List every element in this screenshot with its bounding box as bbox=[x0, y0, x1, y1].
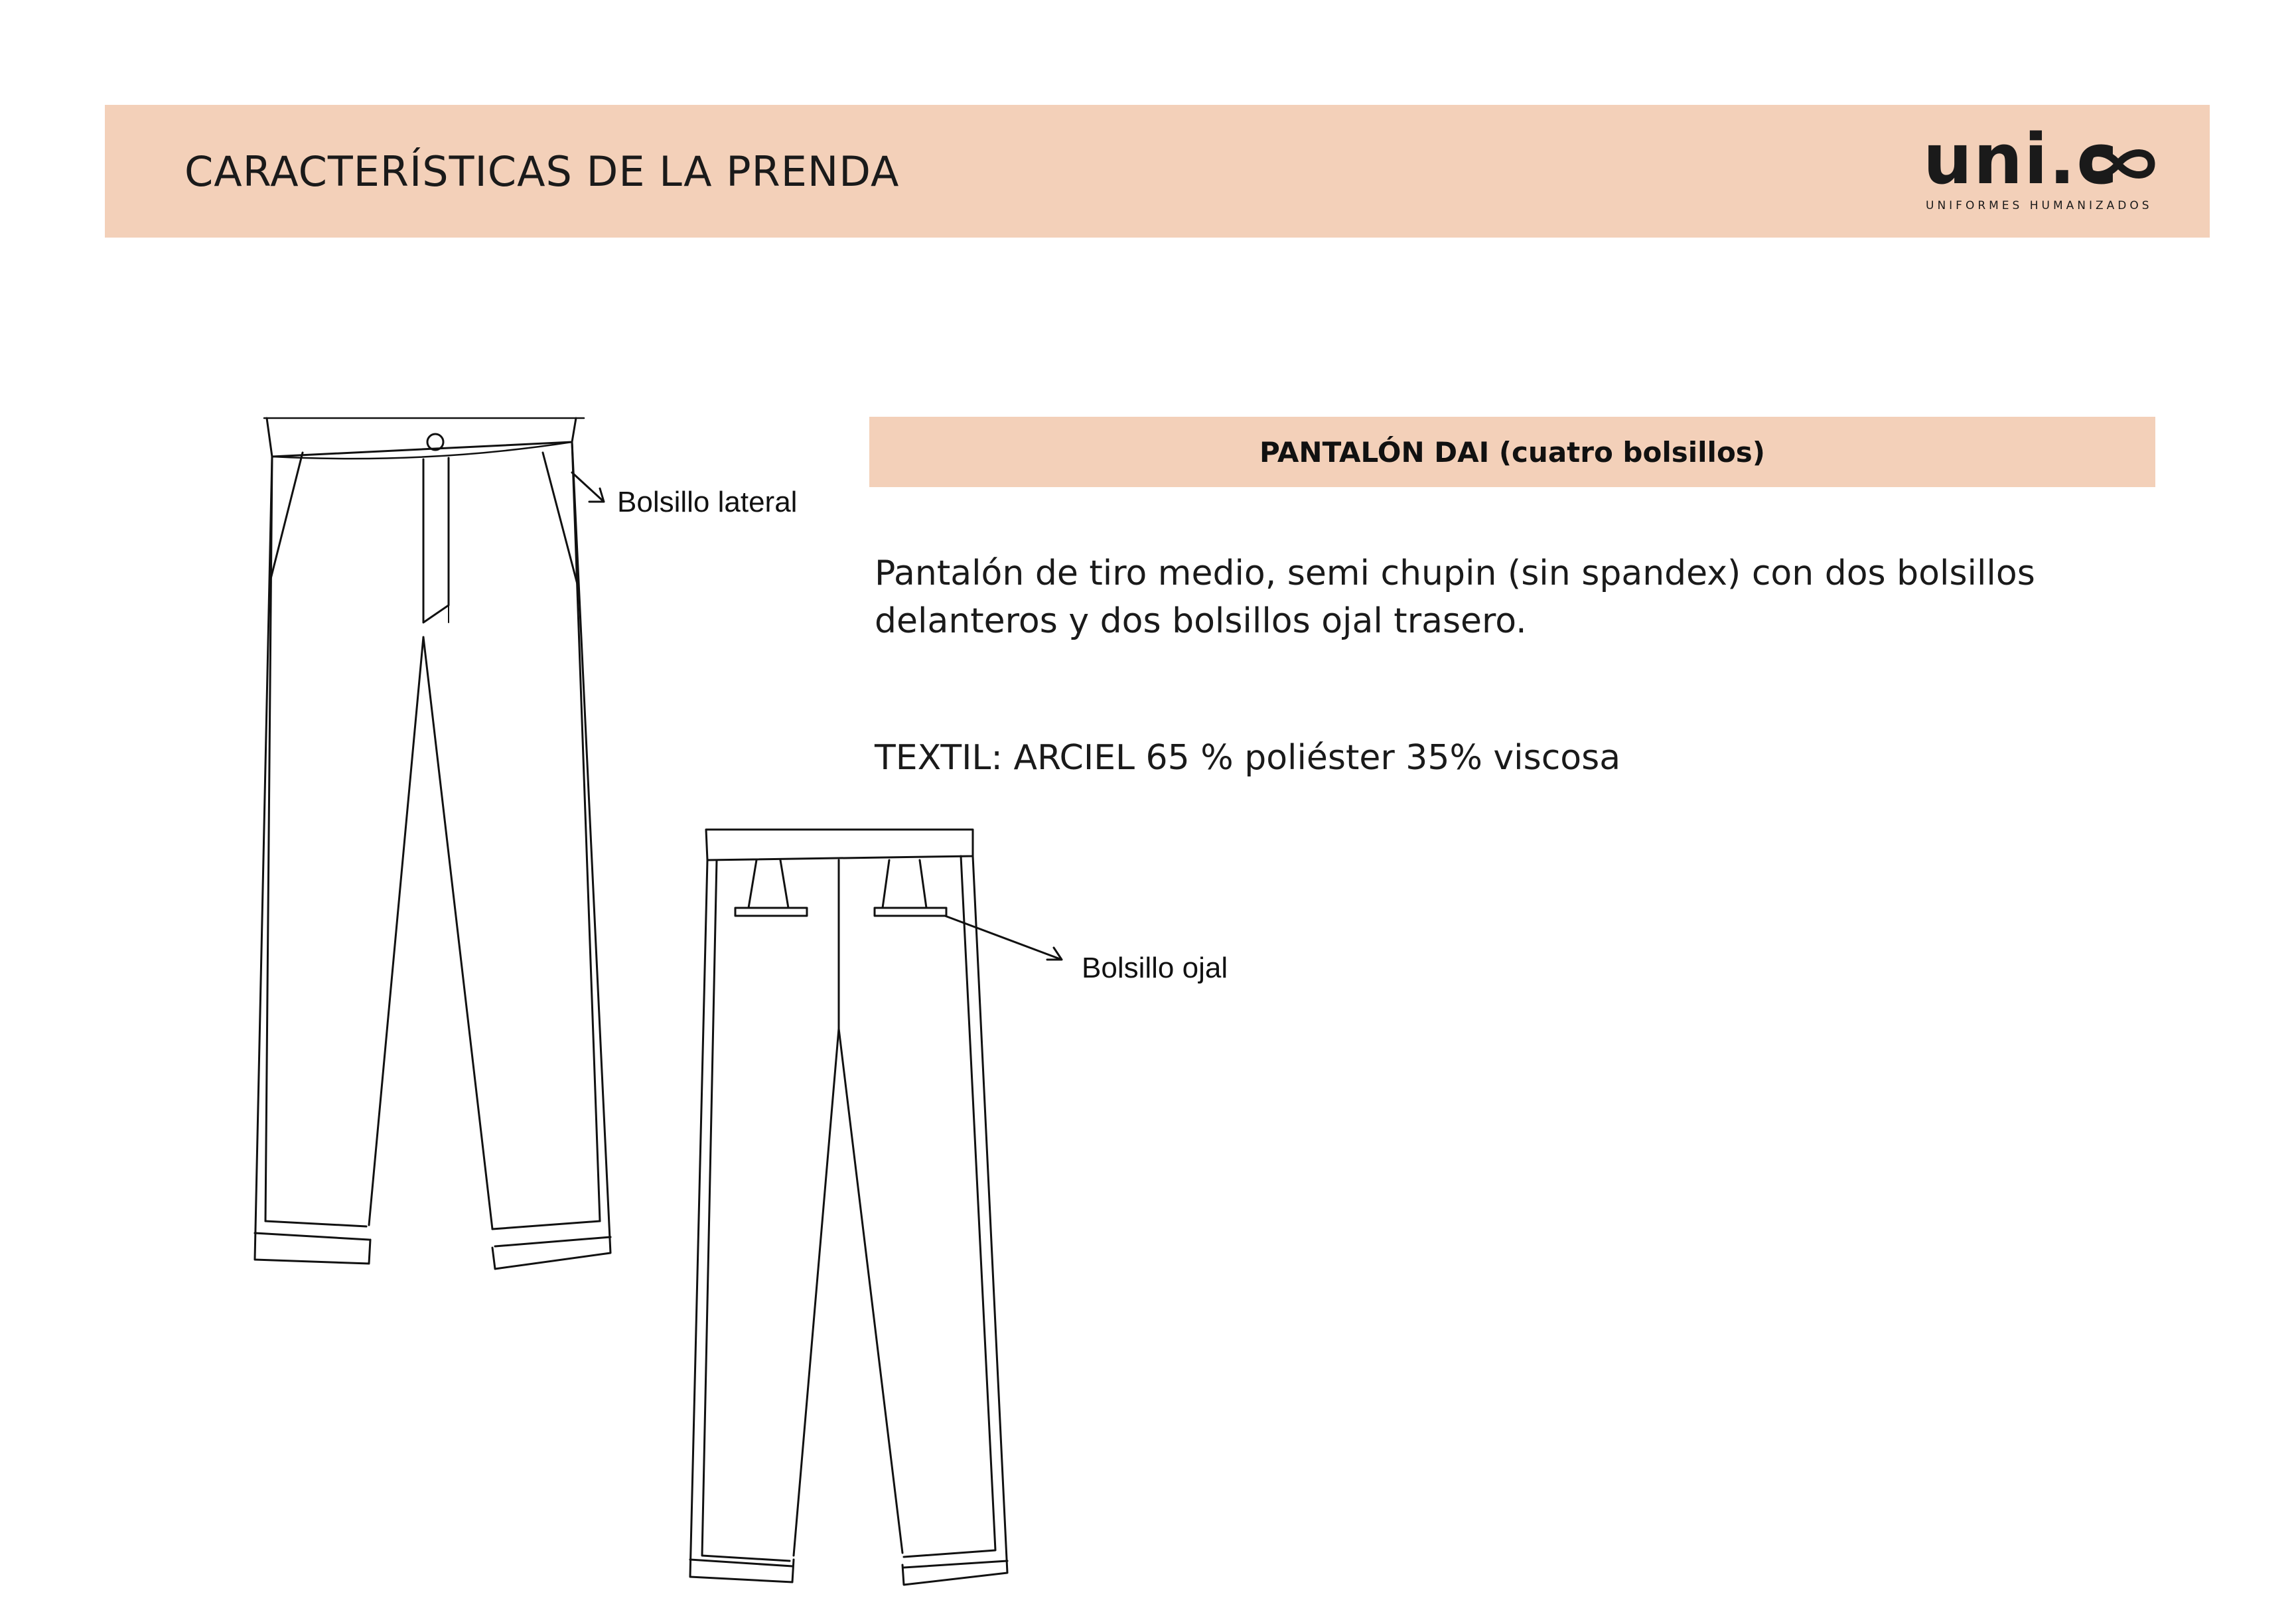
pants-front-drawing bbox=[255, 418, 610, 1269]
callout-front-pocket: Bolsillo lateral bbox=[617, 486, 798, 518]
textile-spec: TEXTIL: ARCIEL 65 % poliéster 35% viscosa bbox=[875, 738, 1621, 778]
product-title-band bbox=[869, 417, 2155, 487]
logo-tagline: UNIFORMES HUMANIZADOS bbox=[1926, 199, 2153, 212]
product-title: PANTALÓN DAI (cuatro bolsillos) bbox=[1259, 435, 1765, 469]
page-title: CARACTERÍSTICAS DE LA PRENDA bbox=[184, 147, 900, 196]
pants-back-drawing bbox=[690, 830, 1007, 1585]
logo-wordmark: uni.c bbox=[1923, 119, 2119, 200]
callout-line-front bbox=[572, 473, 604, 502]
callout-line-back bbox=[945, 916, 1062, 960]
callout-back-pocket: Bolsillo ojal bbox=[1082, 952, 1228, 984]
product-description: Pantalón de tiro medio, semi chupin (sin spandex) con dos bolsillos delanteros y dos bolsillos ojal trasero. bbox=[875, 553, 2035, 641]
